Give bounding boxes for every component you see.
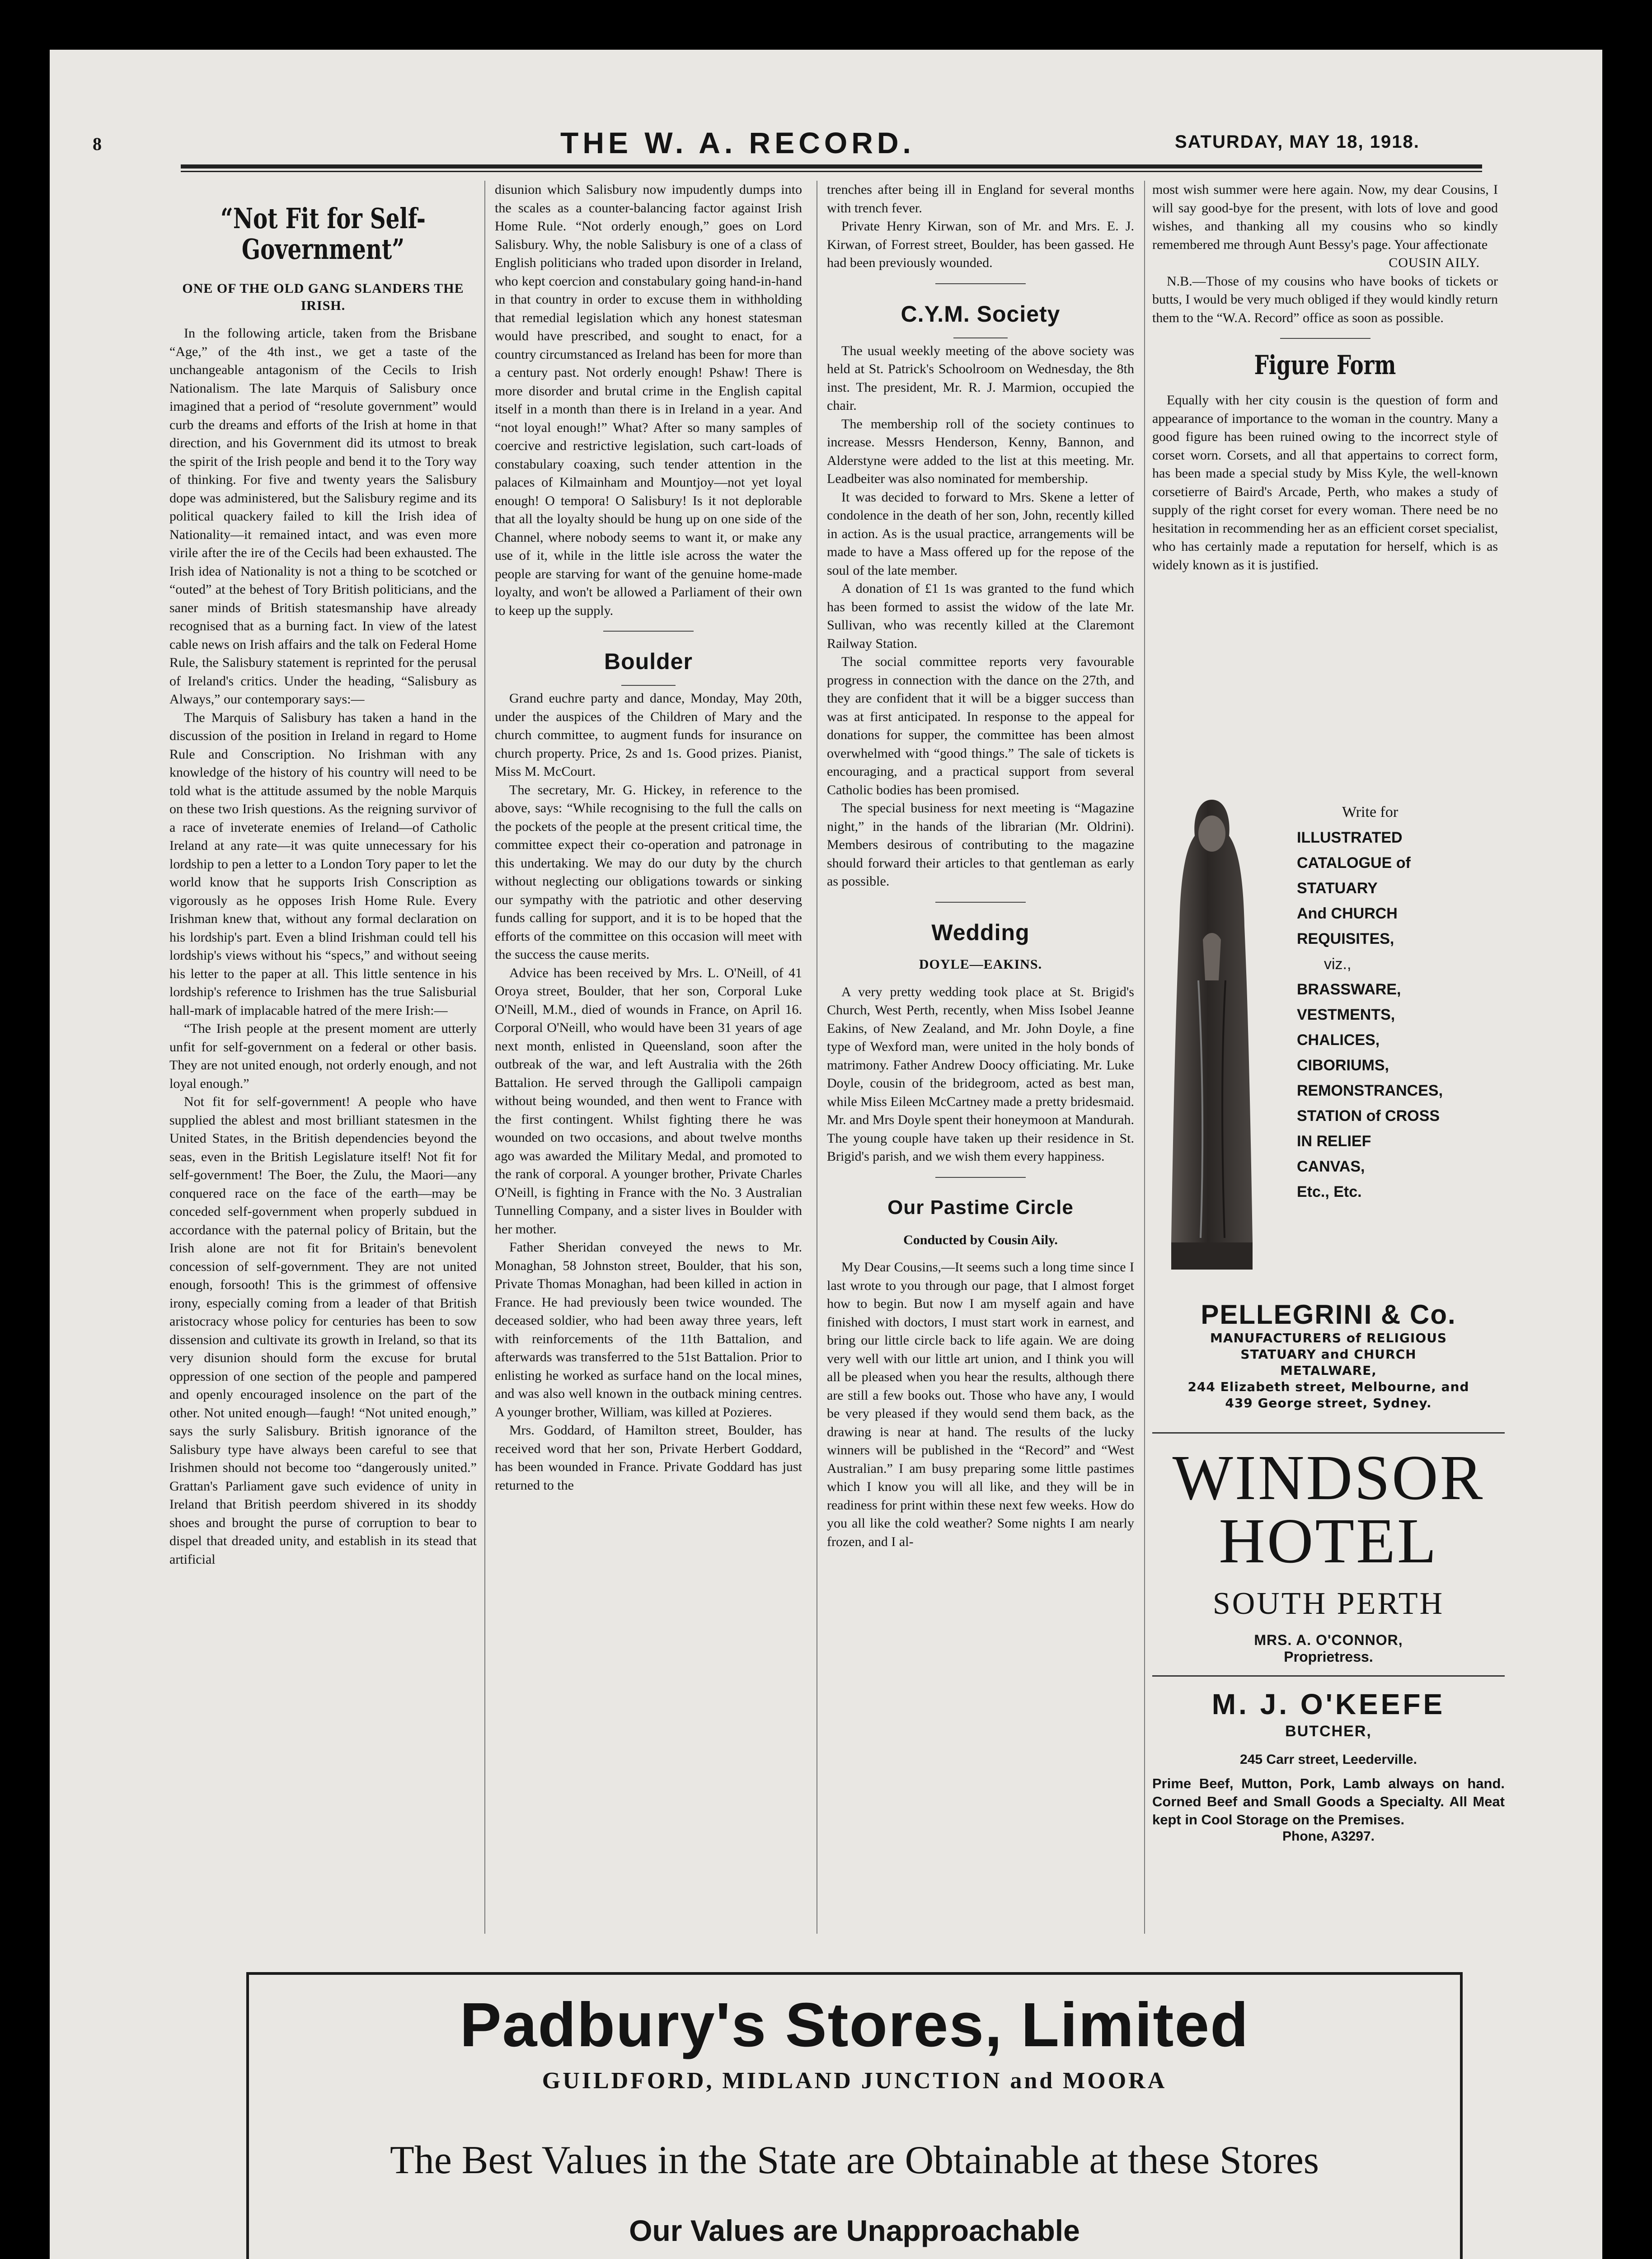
list-item: Etc., Etc. — [1297, 1183, 1362, 1200]
section-heading-figure: Figure Form — [1254, 350, 1396, 380]
okeefe-phone: Phone, A3297. — [1282, 1829, 1375, 1844]
paragraph: most wish summer were here again. Now, my dear Cousins, I will say good-bye for the present, with lots of love and good wishes, and thanking all my cousins who so kindly remembered me through Aunt Bessy's page. Your affectionate — [1152, 182, 1498, 252]
pellegrini-name: PELLEGRINI & Co. — [1201, 1299, 1456, 1330]
paragraph: N.B.—Those of my cousins who have books of tickets or butts, I would be very much obliged if they would kindly return them to the “W.A. Record” office as soon as possible. — [1152, 273, 1498, 325]
okeefe-address: 245 Carr street, Leederville. — [1240, 1752, 1417, 1767]
paragraph: disunion which Salisbury now impudently dumps into the scales as a counter-balancing factor against Irish Home Rule. “Not orderly enough,” goes on Lord Salisbury. Why, the noble Salisbury is one of a class of English politicians who traded upon disorder in Ireland, who kept coercion and constabulary going hand-in-hand in that country in order to excuse them in withholding that remedial legislation which any honest statesman would have prescribed, and sought to enact, for a country circumstanced as Ireland has been for more than a century past. Not orderly enough! Pshaw! There is more disorder and brutal crime in the English capital itself in a month than there is in Ireland in a year. And “not loyal enough!” What? After so many samples of coercive and restrictive legislation, such cart-loads of constabulary coaxing, such tender attention in the palaces of Kilmainham and Mountjoy—not yet loyal enough! O tempora! O Salisbury! Is it not deplorable that all the loyalty should be hung up on one side of the Channel, where nobody seems to want it, or make any use of it, while in the little isle across the water the people are starving for want of the genuine home-made loyalty, and won't be allowed a Parliament of their own to keep up the supply. — [495, 182, 802, 618]
paragraph: The secretary, Mr. G. Hickey, in reference to the above, says: “While recognising to the full the calls on the pockets of the people at the present critical time, the committee expect their co-operation and patronage in this undertaking. We may do our duty by the church without neglecting our obligations towards or sinking our sympathy with the patriotic and other deserving funds calling for support, and it is to be hoped that the efforts of the committee on this occasion will meet with the success the cause merits. — [495, 782, 802, 962]
wedding-subhead: DOYLE—EAKINS. — [919, 956, 1042, 972]
list-item: CHALICES, — [1297, 1031, 1380, 1049]
paragraph: The social committee reports very favourable progress in connection with the dance on the 27th, and they are confident that it will be a bigger success than was at first anticipated. In response to the appeal for donations for supper, the committee has been almost overwhelmed with “good things.” The sale of tickets is encouraging, and a practical support from several Catholic bodies has been promised. — [827, 654, 1134, 797]
pastime-byline: Conducted by Cousin Aily. — [903, 1232, 1058, 1247]
section-heading-cym: C.Y.M. Society — [901, 301, 1061, 327]
paragraph: A donation of £1 1s was granted to the fund which has been formed to assist the widow of the late Mr. Sullivan, who was recently killed at the Claremont Railway Station. — [827, 581, 1134, 651]
paragraph: The special business for next meeting is “Magazine night,” in the hands of the librarian (Mr. Oldrini). Members desirous of contributing to the magazine should forward their articles to that gentleman as early as possible. — [827, 801, 1134, 889]
article-subhead: ONE OF THE OLD GANG SLANDERS THE IRISH. — [182, 281, 464, 313]
windsor-name: WINDSOR — [1172, 1442, 1485, 1513]
section-separator — [603, 631, 694, 632]
pellegrini-line: MANUFACTURERS of RELIGIOUS — [1210, 1331, 1447, 1345]
windsor-place: SOUTH PERTH — [1212, 1586, 1445, 1621]
pellegrini-ad — [1152, 1299, 1505, 1411]
padbury-line-2: Our Values are Unapproachable — [629, 2214, 1080, 2247]
okeefe-butcher-ad — [1152, 1687, 1505, 1844]
list-item: viz., — [1324, 956, 1352, 973]
section-separator — [935, 902, 1026, 903]
pellegrini-lead: Write for — [1342, 804, 1399, 820]
paragraph: Advice has been received by Mrs. L. O'Neill, of 41 Oroya street, Boulder, that her son, Corporal Luke O'Neill, M.M., died of wounds in France, on April 16. Corporal O'Neill, who would have been 31 years of age next month, enlisted in Queensland, soon after the outbreak of the war, and left Australia with the 26th Battalion. He served through the Gallipoli campaign without being wounded, and then went to France with the first contingent. Whilst fighting there he was wounded on two occasions, and about twelve months ago was awarded the Military Medal, and promoted to the rank of corporal. A younger brother, Private Charles O'Neill, is fighting in France with the No. 3 Australian Tunnelling Company, and a sister lives in Boulder with her mother. — [495, 965, 802, 1237]
pellegrini-item-list — [1297, 800, 1487, 1204]
ad-divider — [1152, 1432, 1505, 1434]
paragraph: In the following article, taken from the Brisbane “Age,” of the 4th inst., we get a taste of the unchangeable antagonism of the Cecils to Irish Nationalism. The late Marquis of Salisbury once imagined that a period of “resolute government” would curb the dreams and efforts of the Irish at home in that direction, and his Government did its utmost to break the spirit of the Irish people and bend it to the Tory way of thinking. For five and twenty years the Salisbury dope was administered, but the Salisbury regime and its political quackery failed to kill the Irish idea of Nationality—it remained intact, and was even more virile after the ire of the Cecils had been exhausted. The Irish idea of Nationality is not a thing to be scotched or “outed” at the behest of Tory British politicians, and the saner minds of British statesmanship have already recognised that as a burning fact. In view of the latest cable news on Irish affairs and the talk on Federal Home Rule, the Salisbury statement is reprinted for the perusal of Ireland's critics. Under the heading, “Salisbury as Always,” our contemporary says:— — [169, 326, 477, 707]
article-column-2 — [495, 181, 802, 1970]
windsor-hotel-ad — [1152, 1442, 1505, 1665]
padbury-stores-ad — [246, 1972, 1463, 2259]
list-item: REMONSTRANCES, — [1297, 1082, 1443, 1099]
paragraph: Mrs. Goddard, of Hamilton street, Boulder, has received word that her son, Private Herbert Goddard, has been wounded in France. Private Goddard has just returned to the — [495, 1423, 802, 1493]
paragraph: Father Sheridan conveyed the news to Mr. Monaghan, 58 Johnston street, Boulder, that his son, Private Thomas Monaghan, had been killed in action in France. He had previously been twice wounded. The deceased soldier, who had been away three years, left with reinforcements of the 11th Battalion, and afterwards was transferred to the 51st Battalion. Prior to enlisting he worked as surface hand on the local mines, and was also well known in the outback mining centres. A younger brother, William, was killed at Pozieres. — [495, 1240, 802, 1420]
list-item: REQUISITES, — [1297, 930, 1394, 947]
pellegrini-line: 439 George street, Sydney. — [1225, 1396, 1432, 1411]
paragraph: “The Irish people at the present moment are utterly unfit for self-government on a federal or other basis. They are not united enough, not orderly enough, and not loyal enough.” — [169, 1021, 477, 1091]
section-separator — [935, 1177, 1026, 1178]
list-item: BRASSWARE, — [1297, 981, 1401, 998]
list-item: CATALOGUE of — [1297, 854, 1411, 872]
header-rule-thin — [181, 171, 1482, 172]
page-number: 8 — [93, 134, 102, 154]
section-separator — [935, 283, 1026, 284]
list-item: IN RELIEF — [1297, 1133, 1371, 1150]
list-item: And CHURCH — [1297, 905, 1398, 922]
section-separator — [621, 685, 676, 686]
paragraph: Grand euchre party and dance, Monday, May 20th, under the auspices of the Children of Mary and the church committee, to augment funds for insurance on church property. Price, 2s and 1s. Good prizes. Pianist, Miss M. McCourt. — [495, 691, 802, 779]
okeefe-body: Prime Beef, Mutton, Pork, Lamb always on hand. Corned Beef and Small Goods a Specialty. All Meat kept in Cool Storage on the Premises. — [1152, 1776, 1505, 1828]
article-column-4 — [1152, 181, 1498, 831]
list-item: ILLUSTRATED — [1297, 829, 1403, 846]
list-item: STATION of CROSS — [1297, 1107, 1440, 1125]
list-item: CIBORIUMS, — [1297, 1057, 1389, 1074]
section-heading-boulder: Boulder — [604, 649, 693, 674]
paragraph: Equally with her city cousin is the question of form and appearance of importance to the woman in the country. Many a good figure has been ruined owing to the incorrect style of corset worn. Corsets, and all that appertains to correct form, has been made a special study by Miss Kyle, the well-known corsetierre of Baird's Arcade, Perth, who makes a study of supply of the right corset for every woman. There need be no hesitation in recommending her as an efficient corset specialist, who has certainly made a reputation for herself, which is as widely known as it is justified. — [1152, 393, 1498, 572]
paragraph: The usual weekly meeting of the above society was held at St. Patrick's Schoolroom on Wednesday, the 8th inst. The president, Mr. R. J. Marmion, occupied the chair. — [827, 343, 1134, 413]
paragraph: My Dear Cousins,—It seems such a long time since I last wrote to you through our page, that I almost forget how to begin. But now I am myself again and have finished with doctors, I must start work in earnest, and bring our little circle back to life again. We are doing very well with our little art union, and I think you will all be pleased when you hear the results, although there are still a few books out. Those who have any, I would be very pleased if they would send them back, as the drawing is near at hand. The results of the lucky winners will be published in the “Record” and “West Australian.” I am busy preparing some little pastimes which I know you will all like, and they will be in readiness for print within these next few weeks. How do you all like the cold weather? Some nights I am nearly frozen, and I al- — [827, 1260, 1134, 1549]
pellegrini-line: METALWARE, — [1280, 1363, 1377, 1378]
paragraph: A very pretty wedding took place at St. Brigid's Church, West Perth, recently, when Miss Isobel Jeanne Eakins, of New Zealand, and Mr. John Doyle, a fine type of Wexford man, were united in the holy bonds of matrimony. Father Andrew Doocy officiating. Mr. Luke Doyle, cousin of the bridegroom, acted as best man, while Miss Eileen McCartney made a pretty bridesmaid. Mr. and Mrs Doyle spent their honeymoon at Mandurah. The young couple have taken up their residence in St. Brigid's parish, and we wish them every happiness. — [827, 984, 1134, 1164]
section-heading-wedding: Wedding — [931, 919, 1030, 945]
dateline: SATURDAY, MAY 18, 1918. — [1175, 132, 1420, 152]
paragraph: trenches after being ill in England for several months with trench fever. — [827, 182, 1134, 216]
madonna-statue-illustration — [1153, 791, 1271, 1274]
article-headline: “Not Fit for Self-Government” — [221, 202, 426, 266]
list-item: CANVAS, — [1297, 1158, 1365, 1175]
windsor-role: Proprietress. — [1284, 1649, 1373, 1665]
list-item: STATUARY — [1297, 880, 1378, 897]
section-separator — [953, 337, 1008, 338]
signature: COUSIN AILY. — [1389, 255, 1480, 270]
section-heading-pastime: Our Pastime Circle — [887, 1196, 1074, 1219]
okeefe-name: M. J. O'KEEFE — [1211, 1688, 1446, 1720]
paragraph: It was decided to forward to Mrs. Skene a letter of condolence in the death of her son, John, recently killed in action. As is the usual practice, arrangements will be made to have a Mass offered up for the repose of the soul of the late member. — [827, 489, 1134, 578]
ad-divider — [1152, 1675, 1505, 1677]
list-item: VESTMENTS, — [1297, 1006, 1395, 1023]
paragraph: Private Henry Kirwan, son of Mr. and Mrs. E. J. Kirwan, of Forrest street, Boulder, has been gassed. He had been previously wounded. — [827, 219, 1134, 270]
padbury-title: Padbury's Stores, Limited — [460, 1990, 1249, 2060]
section-separator — [1280, 338, 1370, 339]
paragraph: The Marquis of Salisbury has taken a hand in the discussion of the position in Ireland in regard to Home Rule and Conscription. No Irishman with any knowledge of the history of his country will need to be told what is the attitude assumed by the noble Marquis on these two Irish questions. As the reigning survivor of a race of inveterate enemies of Ireland—of Catholic Ireland at any rate—it was quite unnecessary for his lordship to pen a letter to a London Tory paper to let the world know that he supports Irish Conscription as vigorously as he opposes Irish Home Rule. Every Irishman knew that, without any formal declaration on his lordship's part. Even a blind Irishman could tell his lordship's views without his “specs,” and without seeing his letter to the paper at all. This little sentence in his lordship's reference to Irishmen has the true Salisburial hall-mark of implacable hatred of the mere Irish:— — [169, 710, 477, 1018]
masthead: THE W. A. RECORD. — [560, 126, 915, 159]
pellegrini-line: STATUARY and CHURCH — [1240, 1347, 1417, 1362]
pellegrini-line: 244 Elizabeth street, Melbourne, and — [1187, 1379, 1469, 1394]
padbury-locations: GUILDFORD, MIDLAND JUNCTION and MOORA — [542, 2068, 1167, 2094]
column-divider — [484, 181, 485, 1934]
header-rule — [181, 164, 1482, 169]
paragraph: The membership roll of the society continues to increase. Messrs Henderson, Kenny, Bannon, and Alderstyne were added to the list at this meeting. Mr. Leadbeiter was also nominated for membership. — [827, 416, 1134, 486]
padbury-line-1: The Best Values in the State are Obtainable at these Stores — [390, 2138, 1319, 2182]
windsor-owner: MRS. A. O'CONNOR, — [1254, 1632, 1403, 1648]
article-column-1 — [169, 181, 477, 1970]
okeefe-trade: BUTCHER, — [1285, 1723, 1372, 1740]
article-column-3 — [827, 181, 1134, 1970]
paragraph: Not fit for self-government! A people who have supplied the ablest and most brilliant statesmen in the United States, in the British dependencies beyond the seas, even in the British Legislature itself! Not fit for self-government! The Boer, the Zulu, the Maori—any conquered race on the face of the earth—may be conceded self-government when properly subdued in accordance with the paternal policy of Britain, but the Irish alone are not fit for Britain's benevolent concession of self-government. They are not united enough, forsooth! This is the grimmest of offensive irony, especially coming from a leader of that British aristocracy whose policy for centuries has been to sow dissension and cultivate its growth in Ireland, so that its very disunion should form the excuse for brutal oppression of one section of the people and pampered and openly encouraged insolence on the part of the other. Not united enough—faugh! “Not united enough,” says the surly Salisbury. British ignorance of the Salisbury type have always been careful to see that Irishmen should not become too “dangerously united.” Grattan's Parliament gave such evidence of unity in Ireland that British peerdom shivered in its shoddy shoes and brought the purse of corruption to bear to dispel that dreaded unity, and establish in its stead that artificial — [169, 1094, 477, 1567]
hotel-name: HOTEL — [1219, 1505, 1438, 1576]
column-divider — [1144, 181, 1145, 1934]
newspaper-page — [50, 50, 1602, 2259]
